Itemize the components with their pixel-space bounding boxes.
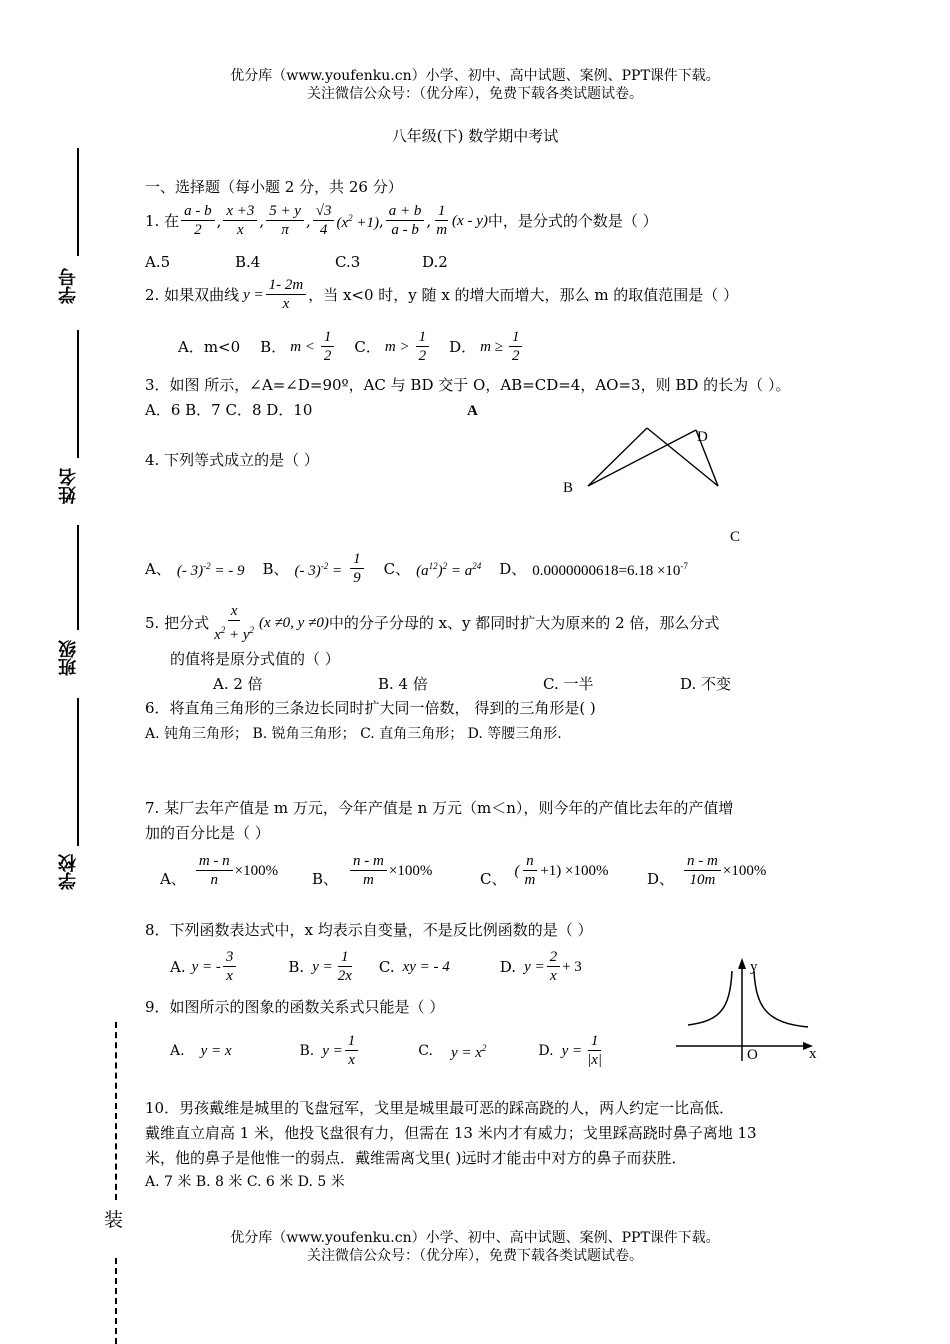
q4-option-b: B、 (262, 559, 289, 578)
label-banji: 班级 (58, 640, 79, 676)
question-9: 9．如图所示的图象的函数关系式只能是（ ） (145, 998, 445, 1016)
label-zhuang: 装 (104, 1209, 124, 1231)
q1-frac-2: $\frac{x +3}{x}$ (223, 202, 257, 239)
q4-option-c-math: $(a^{12})^2 = a^{24}$ (416, 561, 482, 579)
graph-label-y: y (750, 959, 758, 975)
q1-factor: $(x^2 +1)$ (336, 213, 380, 231)
label-xingming: 姓名 (58, 468, 79, 504)
q2-option-b: B． (260, 337, 287, 356)
binding-line (77, 148, 79, 256)
dashed-binding-line (115, 1258, 117, 1344)
q2-option-c-math: m > (384, 338, 410, 355)
footer-line2: 关注微信公众号：（优分库），免费下载各类试题试卷。 (307, 1248, 643, 1264)
q2-option-b-math: m < (290, 338, 315, 355)
q9-option-b-math: y = (322, 1042, 343, 1059)
q7-label-d: D、 (647, 870, 675, 888)
question-10-line2: 戴维直立肩高 1 米，他投飞盘很有力，但需在 13 米内才有威力；戈里踩高跷时鼻子离地 13 (145, 1124, 757, 1142)
q9-option-d-math: y = (561, 1042, 583, 1059)
q1-option-b: B.4 (235, 253, 261, 271)
q4-frac-ninth: $\frac{1}{9}$ (350, 550, 364, 587)
q5-suffix: 中的分子分母的 x、y 都同时扩大为原来的 2 倍，那么分式 (328, 614, 720, 632)
q7-option-b: B、 $\frac{n - m}{m}$ ×100% (312, 853, 433, 888)
question-5 (145, 602, 719, 644)
q8-label-a: A. (170, 957, 186, 976)
binding-line (77, 698, 79, 846)
fig3-segment-bd (588, 430, 696, 486)
q3-options: A．6 B．7 C．8 D．10 (145, 401, 313, 419)
q9-frac-b: $\frac{1}{x}$ (345, 1032, 359, 1069)
q7-label-a: A、 (160, 870, 186, 888)
fig3-label-c: C (730, 529, 741, 545)
q4-option-c: C、 (383, 559, 411, 578)
q2-option-d: D． (449, 337, 477, 356)
q5-option-a: A. 2 倍 (213, 675, 263, 693)
q7-frac-b: $\frac{n - m}{m}$ (350, 852, 387, 889)
q4-option-d: D、 (499, 559, 527, 578)
footer-line1: 优分库（www.youfenku.cn）小学、初中、高中试题、案例、PPT课件下载。 (230, 1230, 720, 1246)
section-heading: 一、选择题（每小题 2 分，共 26 分） (145, 178, 403, 196)
header-line2: 关注微信公众号：（优分库），免费下载各类试题试卷。 (307, 86, 643, 102)
fig3-label-b: B (563, 480, 574, 496)
q1-frac-1: $\frac{a - b}{2}$ (181, 202, 215, 239)
fig3-label-a: A (467, 403, 478, 419)
q4-option-a-math: (- 3)$^{-2}$ = - 9 (176, 561, 245, 579)
q1-frac-5: $\frac{a + b}{a - b}$ (386, 202, 425, 239)
q7-frac-d: $\frac{n - m}{10m}$ (684, 852, 721, 889)
binding-line (77, 330, 79, 458)
q8-options: A. y = - $\frac{3}{x}$ B. y = $\frac{1}{2x}$ C. xy = - 4 D. y = $\frac{2}{x}$ + 3 (170, 949, 582, 984)
q9-label-b: B. (299, 1042, 315, 1059)
q9-label-a: A. (170, 1042, 185, 1059)
header-line1: 优分库（www.youfenku.cn）小学、初中、高中试题、案例、PPT课件下载。 (230, 68, 720, 84)
q8-frac-d: $\frac{2}{x}$ (547, 948, 561, 985)
q7-option-d: D、 $\frac{n - m}{10m}$ ×100% (647, 853, 767, 888)
question-3: 3．如图 所示，∠A=∠D=90º，AC 与 BD 交于 O，AB=CD=4，AO=3，则 BD 的长为（ ）。 (145, 376, 791, 394)
question-10-line3: 米，他的鼻子是他惟一的弱点．戴维需离戈里( )远时才能击中对方的鼻子而获胜． (145, 1149, 687, 1167)
q2-option-d-math: m ≥ (480, 338, 503, 355)
q1-option-a: A.5 (145, 253, 171, 271)
q1-frac-3: $\frac{5 + y}{\pi}$ (266, 202, 304, 239)
q9-label-d: D. (538, 1042, 554, 1059)
q7-option-a: A、 $\frac{m - n}{n}$ ×100% (160, 853, 279, 888)
curve-left-branch (688, 971, 732, 1025)
question-8: 8．下列函数表达式中，x 均表示自变量，不是反比例函数的是（ ） (145, 921, 593, 939)
q2-option-a: A．m<0 (178, 337, 241, 356)
q8-frac-a: $\frac{3}{x}$ (223, 948, 237, 985)
q2-frac: $\frac{1- 2m}{x}$ (266, 276, 307, 313)
q2-frac-half: $\frac{1}{2}$ (509, 328, 523, 365)
q9-graph (672, 953, 832, 1065)
q9-label-c: C. (418, 1042, 433, 1059)
q8-option-c-math: xy = - 4 (402, 958, 450, 975)
q5-option-b: B. 4 倍 (378, 675, 428, 693)
q8-frac-b: $\frac{1}{2x}$ (337, 949, 352, 984)
q7-label-b: B、 (312, 870, 339, 888)
q2-option-c: C． (354, 337, 381, 356)
graph-label-origin: O (747, 1047, 758, 1063)
q8-option-d-math: y = (524, 958, 545, 975)
q1-suffix: 中，是分式的个数是（ ） (487, 211, 658, 230)
question-10-line1: 10．男孩戴维是城里的飞盘冠军，戈里是城里最可恶的踩高跷的人，两人约定一比高低． (145, 1099, 735, 1117)
q9-frac-d: $\frac{1}{|x|}$ (587, 1033, 603, 1068)
q1-option-c: C.3 (335, 253, 361, 271)
q1-option-d: D.2 (422, 253, 448, 271)
q8-option-a-math: y = - (191, 958, 221, 975)
question-2 (145, 276, 738, 313)
q9-option-c-math: $y = x^2$ (450, 1043, 487, 1061)
question-6: 6．将直角三角形的三条边长同时扩大同一倍数， 得到的三角形是( ) (145, 699, 596, 717)
dashed-binding-line (115, 1022, 117, 1200)
fig3-label-d: D (697, 429, 708, 445)
q7-frac-a: $\frac{m - n}{n}$ (196, 852, 233, 889)
label-xuexiao: 学校 (58, 854, 79, 890)
q1-prefix: 1. 在 (145, 211, 180, 230)
fig3-segment-ba (588, 428, 647, 486)
q2-suffix: ，当 x<0 时，y 随 x 的增大而增大，那么 m 的取值范围是（ ） (308, 285, 739, 304)
q4-option-a: A、 (145, 559, 171, 578)
question-4: 4. 下列等式成立的是（ ） (145, 451, 319, 469)
q9-option-a-math: y = x (200, 1042, 232, 1059)
q1-factor-2: (x - y) (452, 212, 488, 229)
q7-option-c: C、 ( $\frac{n}{m}$ +1) ×100% (480, 853, 609, 888)
q1-frac-6: $\frac{1}{m}$ (436, 203, 448, 238)
binding-line (77, 525, 79, 630)
graph-label-x: x (809, 1046, 817, 1062)
question-7-line2: 加的百分比是（ ） (145, 824, 270, 842)
q6-options: A. 钝角三角形； B. 锐角三角形； C. 直角三角形； D. 等腰三角形. (145, 726, 562, 742)
label-xuehao: 学号 (58, 268, 79, 304)
question-1: 1. 在 $\frac{a - b}{2}$ , $\frac{x +3}{x}$ , $\frac{5 + y}{\pi}$ , $\frac{√3}{4}$ $(x^2 +1)$ , $\frac{a + b}{a - b}$ , $\frac{1}{m}$ (x - y) 中，是分式的个数是（ ） (145, 203, 658, 238)
y-axis-arrow-icon (738, 958, 746, 969)
q2-frac-half: $\frac{1}{2}$ (321, 328, 335, 365)
q5-condition: (x ≠0, y ≠0) (259, 615, 329, 631)
q2-frac-half: $\frac{1}{2}$ (416, 328, 430, 365)
q7-label-c: C、 (480, 870, 507, 888)
q8-label-b: B. (288, 957, 305, 976)
q5-line2: 的值将是原分式值的（ ） (170, 650, 340, 668)
q5-frac: $\frac{x}{x^2 + y^2}$ (214, 603, 255, 643)
q5-option-c: C. 一半 (543, 675, 594, 693)
q9-options (170, 1032, 607, 1069)
q4-option-b-math: (- 3)$^{-2}$ = (294, 561, 343, 579)
page-title: 八年级(下) 数学期中考试 (391, 127, 559, 145)
q2-formula-lhs: y = (243, 286, 264, 303)
question-7-line1: 7. 某厂去年产值是 m 万元，今年产值是 n 万元（m＜n），则今年的产值比去年的产值增 (145, 799, 734, 817)
q4-option-d-math: $0.0000000618=6.18 \times 10^{-7}$ (532, 561, 688, 579)
q8-label-c: C. (378, 957, 395, 976)
q10-options: A. 7 米 B. 8 米 C. 6 米 D. 5 米 (145, 1174, 345, 1190)
q1-frac-4: $\frac{√3}{4}$ (313, 202, 335, 239)
q8-option-b-math: y = (312, 958, 333, 975)
q3-figure (467, 398, 755, 553)
curve-right-branch (754, 971, 808, 1027)
q2-options (178, 328, 524, 365)
q7-frac-c: $\frac{n}{m}$ (524, 853, 536, 888)
q2-prefix: 2. 如果双曲线 (145, 285, 240, 304)
q5-option-d: D. 不变 (680, 675, 732, 693)
q5-prefix: 5. 把分式 (145, 614, 210, 632)
q8-label-d: D. (499, 957, 517, 976)
q4-options (145, 550, 688, 587)
